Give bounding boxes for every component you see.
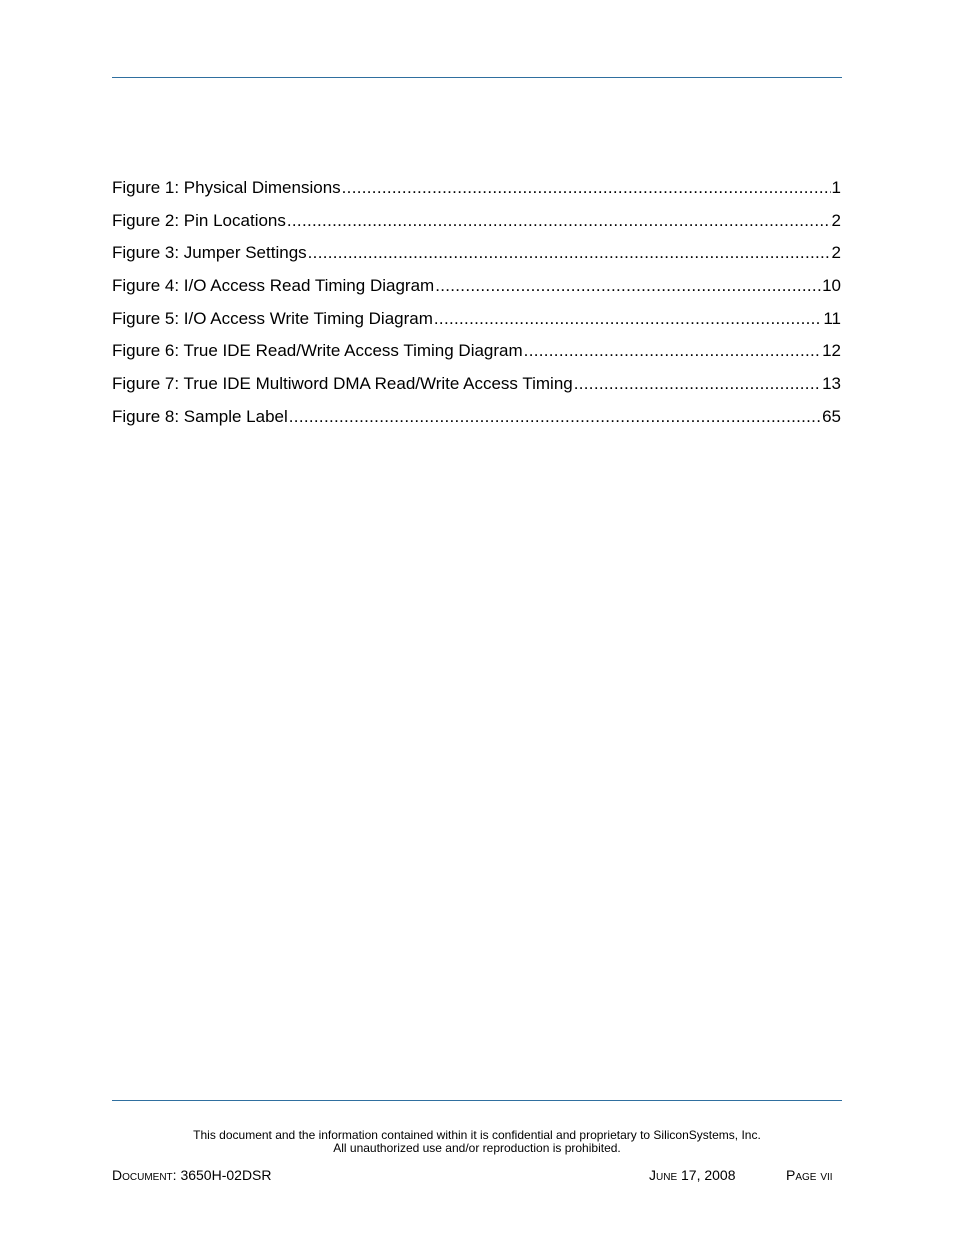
toc-entry-page: 12: [822, 341, 841, 361]
toc-entry-title: Figure 3: Jumper Settings: [112, 243, 307, 263]
toc-entry-page: 10: [822, 276, 841, 296]
confidentiality-notice: [112, 1129, 842, 1154]
toc-entry[interactable]: [112, 308, 841, 341]
toc-dot-leader: [287, 210, 831, 232]
header-rule: [112, 77, 842, 78]
toc-entry-title: Figure 4: I/O Access Read Timing Diagram: [112, 276, 435, 296]
notice-line-1: This document and the information contained within it is confidential and proprietary to SiliconSystems, Inc.: [193, 1128, 761, 1142]
toc-dot-leader: [574, 373, 821, 395]
toc-entry[interactable]: [112, 242, 841, 275]
toc-entry-page: 65: [822, 406, 841, 426]
toc-entry-page: 2: [831, 210, 841, 230]
toc-entry[interactable]: [112, 210, 841, 243]
toc-entry-title: Figure 7: True IDE Multiword DMA Read/Write Access Timing: [112, 374, 573, 394]
document-number: Document: 3650H-02DSR: [112, 1167, 272, 1183]
page-number: [786, 1166, 833, 1184]
toc-entry[interactable]: [112, 406, 841, 439]
toc-dot-leader: [524, 340, 821, 362]
toc-entry-page: 11: [823, 308, 841, 328]
toc-entry[interactable]: [112, 340, 841, 373]
notice-line-2: All unauthorized use and/or reproduction is prohibited.: [333, 1140, 621, 1155]
document-label: Document: [112, 1167, 173, 1183]
toc-dot-leader: [434, 308, 822, 330]
footer-rule: [112, 1100, 842, 1101]
toc-dot-leader: [435, 275, 821, 297]
page-label: Page: [786, 1167, 817, 1183]
toc-entry-page: 13: [822, 374, 841, 394]
toc-entry[interactable]: [112, 177, 841, 210]
toc-entry-title: Figure 2: Pin Locations: [112, 210, 286, 230]
toc-entry-title: Figure 6: True IDE Read/Write Access Timing Diagram: [112, 341, 523, 361]
toc-entry[interactable]: [112, 373, 841, 406]
toc-entry[interactable]: [112, 275, 841, 308]
toc-entry-page: 1: [831, 178, 841, 197]
document-date-value: June 17, 2008: [649, 1167, 736, 1183]
toc-dot-leader: [342, 177, 831, 199]
toc-dot-leader: [289, 406, 821, 428]
toc-entry-title: Figure 8: Sample Label: [112, 406, 288, 426]
document-number-value: 3650H-02DSR: [180, 1167, 272, 1183]
toc-entry-page: 2: [831, 243, 841, 263]
list-of-figures: [112, 177, 841, 439]
document-date: [649, 1166, 736, 1184]
toc-dot-leader: [308, 242, 831, 264]
page-number-value: vii: [820, 1167, 833, 1183]
toc-entry-title: Figure 1: Physical Dimensions: [112, 178, 341, 197]
toc-entry-title: Figure 5: I/O Access Write Timing Diagram: [112, 308, 433, 328]
